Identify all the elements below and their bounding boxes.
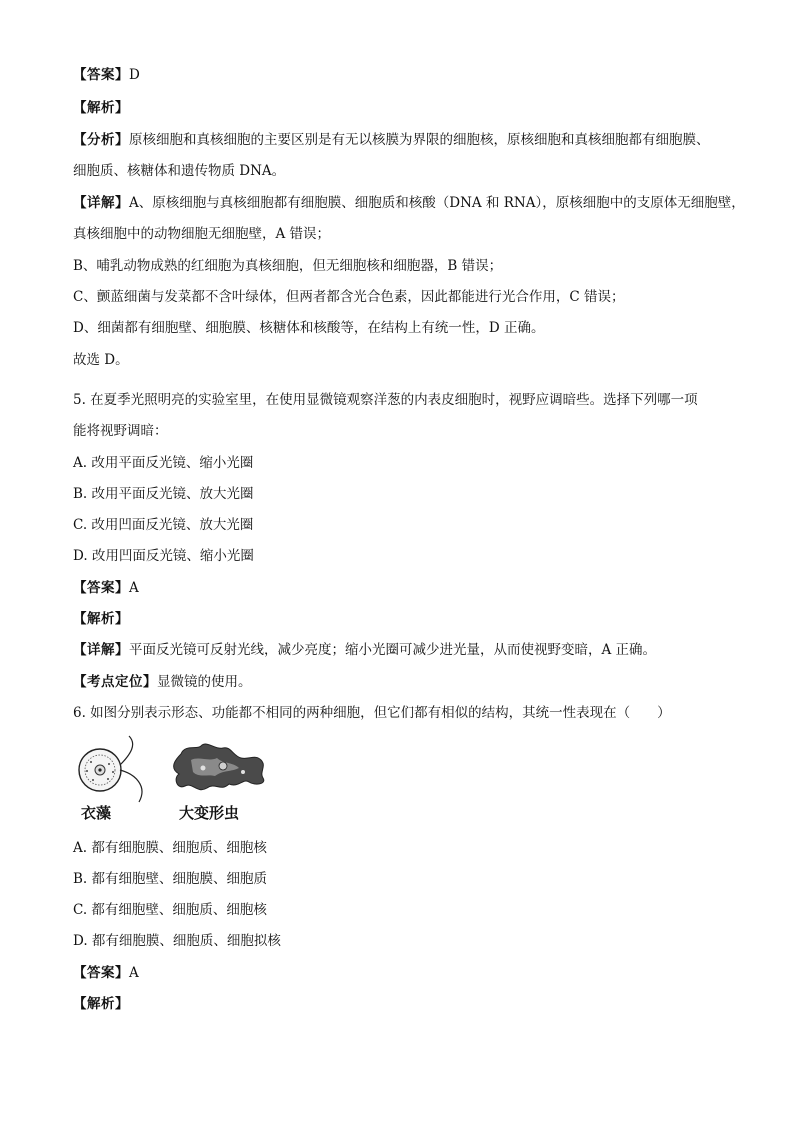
answer-line: 【答案】A <box>73 965 139 981</box>
explanation-line: 真核细胞中的动物细胞无细胞壁，A 错误； <box>73 226 331 242</box>
analysis-heading: 【解析】 <box>73 100 129 116</box>
analysis-heading: 【解析】 <box>73 611 129 627</box>
answer-line: 【答案】A <box>73 580 139 596</box>
amoeba-caption: 大变形虫 <box>179 804 240 822</box>
option-c: C. 改用凹面反光镜、放大光圈 <box>73 517 254 533</box>
option-d: D. 都有细胞膜、细胞质、细胞拟核 <box>73 933 281 949</box>
option-c: C. 都有细胞壁、细胞质、细胞核 <box>73 902 267 918</box>
analysis-line: 细胞质、核糖体和遗传物质 DNA。 <box>73 163 286 179</box>
answer-line: 【答案】D <box>73 67 140 83</box>
cell-illustrations <box>73 734 313 804</box>
option-a: A. 改用平面反光镜、缩小光圈 <box>73 455 254 471</box>
amoeba-illustration <box>174 744 264 790</box>
explanation-line: B、哺乳动物成熟的红细胞为真核细胞，但无细胞核和细胞器，B 错误； <box>73 258 503 274</box>
question-6-stem: 6. 如图分别表示形态、功能都不相同的两种细胞，但它们都有相似的结构，其统一性表现在（ ） <box>73 705 671 721</box>
chlamydomonas-caption: 衣藻 <box>81 804 112 822</box>
explanation-line: 【详解】A、原核细胞与真核细胞都有细胞膜、细胞质和核酸（DNA 和 RNA），原核细胞中的支原体无细胞壁， <box>73 195 745 211</box>
question-5-stem: 能将视野调暗： <box>73 423 168 439</box>
option-b: B. 改用平面反光镜、放大光圈 <box>73 486 254 502</box>
key-point-line: 【考点定位】显微镜的使用。 <box>73 674 252 690</box>
explanation-line: D、细菌都有细胞壁、细胞膜、核糖体和核酸等，在结构上有统一性，D 正确。 <box>73 320 545 336</box>
question-5-stem: 5. 在夏季光照明亮的实验室里，在使用显微镜观察洋葱的内表皮细胞时，视野应调暗些。选择下列哪一项 <box>73 392 698 408</box>
analysis-line: 【分析】原核细胞和真核细胞的主要区别是有无以核膜为界限的细胞核，原核细胞和真核细胞都有细胞膜、 <box>73 132 710 148</box>
option-d: D. 改用凹面反光镜、缩小光圈 <box>73 548 254 564</box>
cell-figure <box>73 734 313 824</box>
explanation-line: 【详解】平面反光镜可反射光线，减少亮度；缩小光圈可减少进光量，从而使视野变暗，A 正确。 <box>73 642 657 658</box>
chlamydomonas-illustration <box>79 736 142 802</box>
explanation-line: C、颤蓝细菌与发菜都不含叶绿体，但两者都含光合色素，因此都能进行光合作用，C 错误； <box>73 289 625 305</box>
option-b: B. 都有细胞壁、细胞膜、细胞质 <box>73 871 268 887</box>
option-a: A. 都有细胞膜、细胞质、细胞核 <box>73 840 267 856</box>
conclusion-line: 故选 D。 <box>73 352 129 368</box>
analysis-heading: 【解析】 <box>73 996 129 1012</box>
